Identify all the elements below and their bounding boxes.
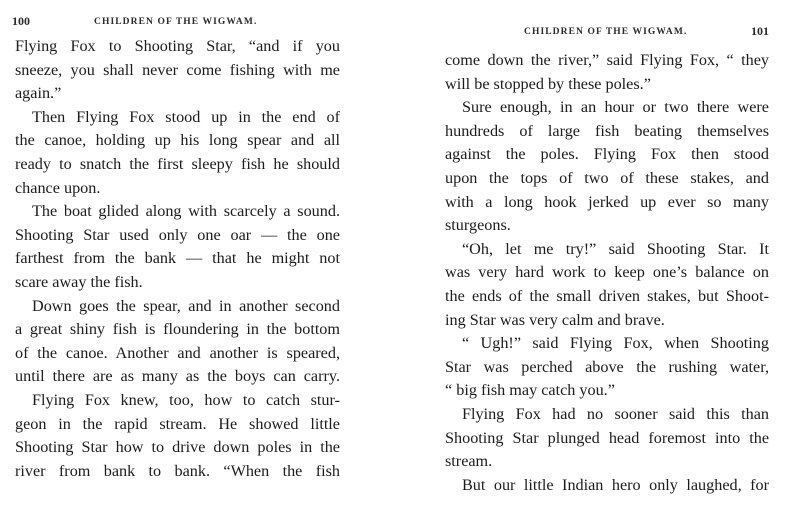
text-line: Flying Fox had no sooner said this than (462, 405, 769, 423)
text-line: farthest from the bank — that he might not (15, 249, 340, 268)
text-line: again.” (15, 84, 62, 103)
text-line: of the canoe. Another and another is speared, (15, 343, 340, 362)
text-line: Shooting Star how to drive down poles in the (15, 438, 340, 457)
text-line: the ends of the small driven stakes, but Shoot- (445, 287, 769, 305)
text-line: Shooting Star plunged head foremost into the (445, 428, 769, 447)
text-line: stream. (445, 452, 493, 471)
text-line: with a long hook jerked up ever so many (445, 192, 769, 211)
running-head: CHILDREN OF THE WIGWAM. (94, 17, 258, 27)
right-page (400, 0, 787, 511)
text-line: ready to snatch the first sleepy fish he should (15, 155, 340, 173)
text-line: against the poles. Flying Fox then stood (445, 145, 769, 164)
text-line: a great shiny fish is floundering in the bottom (15, 320, 340, 339)
text-line: until there are as many as the boys can carry. (15, 367, 340, 386)
text-line: “ Ugh!” said Flying Fox, when Shooting (462, 334, 769, 353)
text-line: will be stopped by these poles.” (445, 74, 651, 93)
text-line: “Oh, let me try!” said Shooting Star. It (462, 239, 769, 258)
text-line: hundreds of large fish beating themselves (445, 121, 769, 140)
text-line: Down goes the spear, and in another second (32, 296, 340, 315)
page-number: 101 (751, 24, 769, 38)
page-number: 100 (12, 14, 30, 28)
text-line: But our little Indian hero only laughed, for (462, 475, 769, 494)
text-line: was very hard work to keep one’s balance on (445, 263, 769, 282)
running-head: CHILDREN OF THE WIGWAM. (524, 27, 688, 37)
text-line: Sure enough, in an hour or two there were (462, 98, 769, 117)
text-line: “ big fish may catch you.” (445, 381, 615, 400)
text-line: The boat glided along with scarcely a sound. (32, 202, 340, 221)
text-line: Then Flying Fox stood up in the end of (32, 107, 340, 126)
text-line: sturgeons. (445, 216, 511, 235)
text-line: Flying Fox to Shooting Star, “and if you (15, 37, 340, 55)
text-line: Flying Fox knew, too, how to catch stur- (32, 391, 340, 409)
text-line: river from bank to bank. “When the fish (15, 461, 340, 480)
text-line: geon in the rapid stream. He showed little (15, 414, 340, 433)
text-line: the canoe, holding up his long spear and all (15, 131, 340, 150)
text-line: upon the tops of two of these stakes, and (445, 169, 769, 187)
text-line: chance upon. (15, 178, 101, 197)
text-line: Star was perched above the rushing water, (445, 357, 769, 376)
text-line: sneeze, you shall never come fishing with me (15, 60, 340, 79)
text-line: Shooting Star used only one oar — the one (15, 225, 340, 244)
text-line: come down the river,” said Flying Fox, “ they (445, 51, 769, 69)
text-line: ing Star was very calm and brave. (445, 310, 665, 329)
text-line: scare away the fish. (15, 273, 143, 291)
